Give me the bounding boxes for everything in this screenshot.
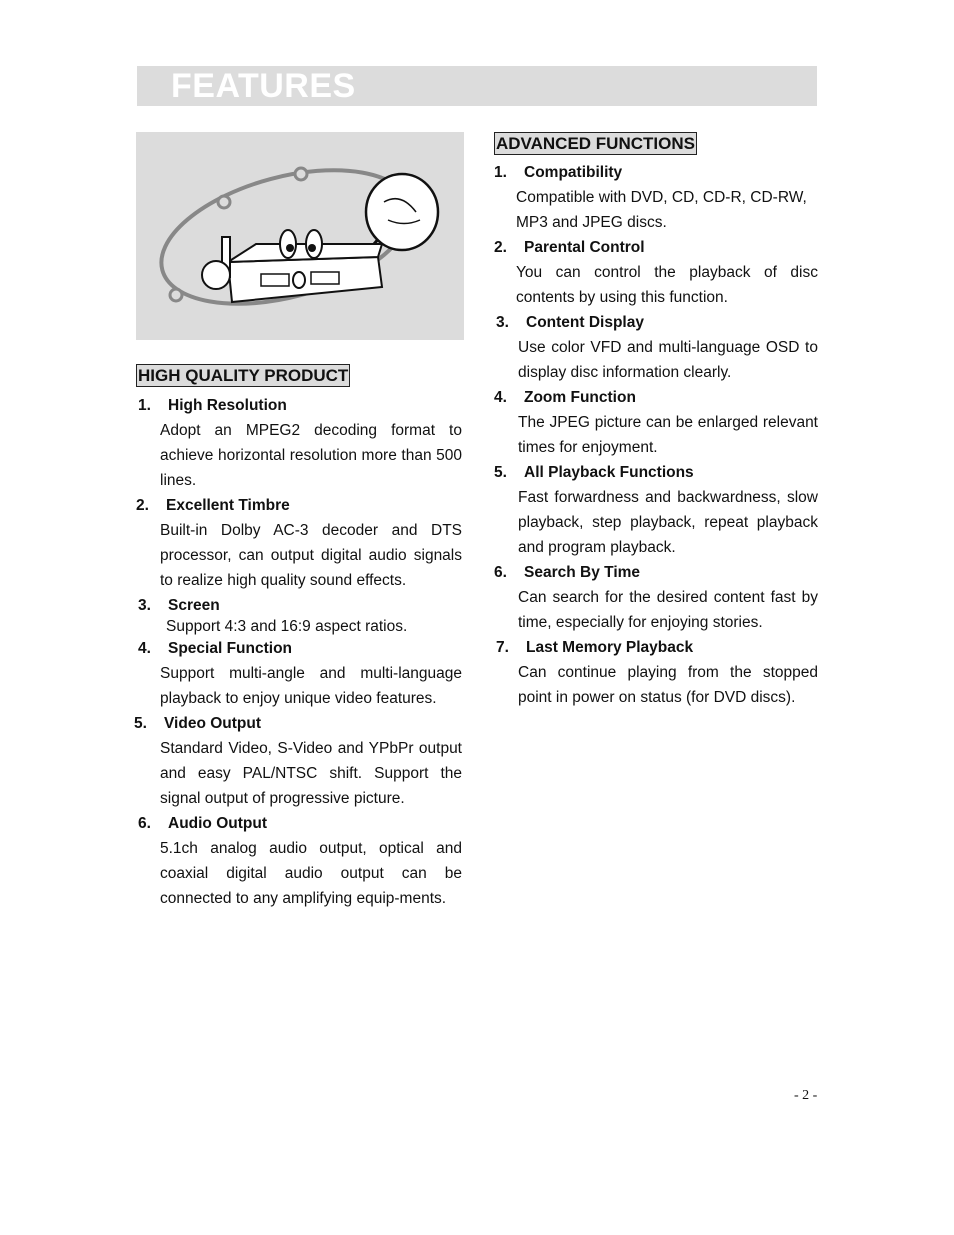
left-column [136, 364, 462, 911]
list-item: 2. Parental Control You can control the playback of disc contents by using this function. [494, 235, 818, 310]
list-item: 1. Compatibility Compatible with DVD, CD, CD-R, CD-RW, MP3 and JPEG discs. [494, 160, 818, 235]
dvd-player-illustration [136, 132, 464, 340]
page-title: FEATURES [171, 67, 356, 105]
page-number: - 2 - [794, 1088, 818, 1103]
right-column [494, 132, 818, 710]
item-body: Fast forwardness and backwardness, slow playback, step playback, repeat playback and program playback. [518, 489, 818, 556]
features-banner [137, 66, 817, 106]
item-title: Parental Control [524, 239, 645, 256]
item-title: Content Display [526, 314, 644, 331]
item-title: All Playback Functions [524, 464, 694, 481]
list-item: 4. Zoom Function The JPEG picture can be enlarged relevant times for enjoyment. [494, 385, 818, 460]
list-item: 5. All Playback Functions Fast forwardness and backwardness, slow playback, step playback, repeat playback and program playback. [494, 460, 818, 560]
item-title: Zoom Function [524, 389, 636, 406]
list-item: 7. Last Memory Playback Can continue playing from the stopped point in power on status (for DVD discs). [494, 635, 818, 710]
item-body: Standard Video, S-Video and YPbPr output and easy PAL/NTSC shift. Support the signal output of progressive picture. [160, 740, 462, 807]
item-body: Can continue playing from the stopped point in power on status (for DVD discs). [518, 664, 818, 706]
list-item: 4. Special Function Support multi-angle and multi-language playback to enjoy unique video features. [136, 636, 462, 711]
item-title: Screen [168, 597, 220, 614]
list-item: 3. Content Display Use color VFD and multi-language OSD to display disc information clearly. [494, 310, 818, 385]
item-title: Last Memory Playback [526, 639, 694, 656]
item-body: Support multi-angle and multi-language playback to enjoy unique video features. [160, 665, 462, 707]
list-item: 2. Excellent Timbre Built-in Dolby AC-3 decoder and DTS processor, can output digital audio signals to realize high quality sound effects. [136, 493, 462, 593]
item-body: Compatible with DVD, CD, CD-R, CD-RW, MP3 and JPEG discs. [516, 189, 807, 231]
list-item: 3. Screen Support 4:3 and 16:9 aspect ratios. [136, 593, 462, 636]
item-title: Compatibility [524, 164, 623, 181]
dvd-mascot-icon [136, 132, 464, 340]
item-body: Support 4:3 and 16:9 aspect ratios. [166, 618, 408, 635]
item-body: Built-in Dolby AC-3 decoder and DTS processor, can output digital audio signals to realize high quality sound effects. [160, 522, 462, 589]
list-item: 5. Video Output Standard Video, S-Video and YPbPr output and easy PAL/NTSC shift. Support the signal output of progressive picture. [136, 711, 462, 811]
item-title: Video Output [164, 715, 262, 732]
item-body: Adopt an MPEG2 decoding format to achieve horizontal resolution more than 500 lines. [160, 422, 462, 489]
list-item: 1. High Resolution Adopt an MPEG2 decoding format to achieve horizontal resolution more than 500 lines. [136, 393, 462, 493]
section-title-advanced: ADVANCED FUNCTIONS [496, 134, 695, 153]
list-item: 6. Audio Output 5.1ch analog audio output, optical and coaxial digital audio output can be connected to any amplifying equip-ments. [136, 811, 462, 911]
item-title: Special Function [168, 640, 293, 657]
item-body: The JPEG picture can be enlarged relevant times for enjoyment. [518, 414, 818, 456]
section-title-high-quality: HIGH QUALITY PRODUCT [138, 366, 349, 385]
item-title: Search By Time [524, 564, 641, 581]
list-item: 6. Search By Time Can search for the desired content fast by time, especially for enjoying stories. [494, 560, 818, 635]
item-title: High Resolution [168, 397, 287, 414]
item-body: Use color VFD and multi-language OSD to display disc information clearly. [518, 339, 818, 381]
item-title: Audio Output [168, 815, 267, 832]
item-title: Excellent Timbre [166, 497, 290, 514]
item-body: Can search for the desired content fast by time, especially for enjoying stories. [518, 589, 818, 631]
item-body: 5.1ch analog audio output, optical and coaxial digital audio output can be connected to any amplifying equip-ments. [160, 840, 462, 907]
item-body: You can control the playback of disc contents by using this function. [516, 264, 818, 306]
